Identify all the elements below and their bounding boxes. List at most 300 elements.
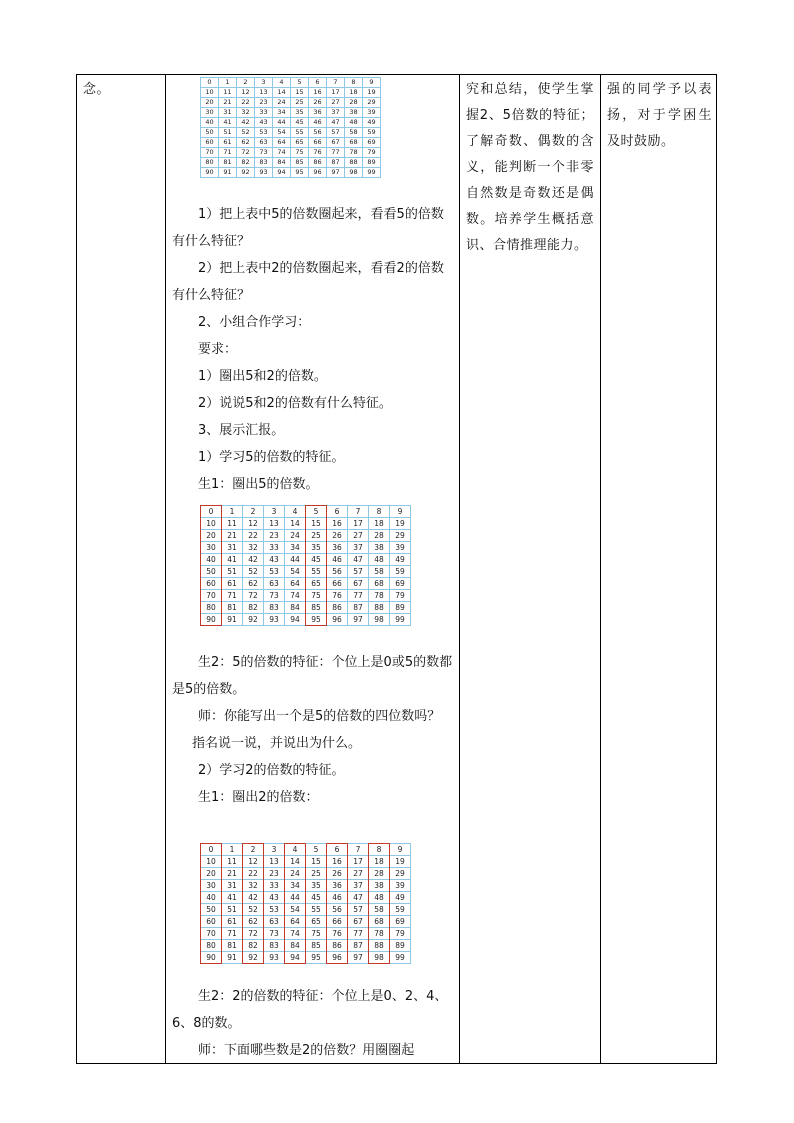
grid-cell: 25: [306, 868, 327, 880]
grid-cell: 26: [327, 868, 348, 880]
grid-row: [201, 578, 411, 590]
grid-cell: 19: [363, 88, 381, 98]
grid-cell: 37: [348, 542, 369, 554]
grid-cell: 47: [348, 554, 369, 566]
grid-cell: 9: [390, 506, 411, 518]
grid-cell: 30: [201, 880, 222, 892]
grid-cell: 91: [219, 168, 237, 178]
grid-row: [201, 856, 411, 868]
paragraph: 3、展示汇报。: [198, 423, 285, 438]
grid-cell: 10: [201, 88, 219, 98]
grid-cell: 82: [243, 940, 264, 952]
grid-cell: 75: [306, 928, 327, 940]
grid-cell: 55: [291, 128, 309, 138]
grid-cell: 4: [285, 506, 306, 518]
grid-cell: 22: [243, 530, 264, 542]
grid-cell: 22: [237, 98, 255, 108]
grid-cell: 71: [222, 928, 243, 940]
grid-cell: 45: [291, 118, 309, 128]
grid-cell: 74: [285, 590, 306, 602]
grid-cell: 84: [285, 940, 306, 952]
grid-cell: 76: [327, 928, 348, 940]
paragraph: 2）学习2的倍数的特征。: [198, 763, 345, 778]
grid-cell: 64: [285, 578, 306, 590]
grid-cell: 54: [273, 128, 291, 138]
grid-row: [201, 168, 381, 178]
grid-row: [201, 590, 411, 602]
grid-cell: 51: [219, 128, 237, 138]
grid-cell: 17: [348, 856, 369, 868]
grid-cell: 12: [243, 856, 264, 868]
grid-cell: 49: [363, 118, 381, 128]
grid-cell: 45: [306, 554, 327, 566]
grid-cell: 98: [369, 614, 390, 626]
grid-cell: 84: [273, 158, 291, 168]
grid-cell: 33: [264, 880, 285, 892]
grid-cell: 5: [306, 506, 327, 518]
grid-row: [201, 530, 411, 542]
grid-cell: 42: [243, 554, 264, 566]
grid-cell: 4: [273, 78, 291, 88]
grid-cell: 20: [201, 530, 222, 542]
grid-cell: 6: [327, 844, 348, 856]
grid-row: [201, 868, 411, 880]
grid-row: [201, 614, 411, 626]
grid-cell: 79: [390, 928, 411, 940]
grid-cell: 16: [327, 856, 348, 868]
grid-cell: 36: [327, 880, 348, 892]
grid-cell: 40: [201, 892, 222, 904]
grid-cell: 17: [348, 518, 369, 530]
grid-cell: 52: [243, 904, 264, 916]
grid-cell: 51: [222, 904, 243, 916]
grid-row: [201, 844, 411, 856]
grid-cell: 78: [345, 148, 363, 158]
grid-cell: 98: [345, 168, 363, 178]
grid-cell: 61: [219, 138, 237, 148]
grid-cell: 92: [243, 614, 264, 626]
grid-cell: 77: [327, 148, 345, 158]
grid-cell: 87: [327, 158, 345, 168]
grid-cell: 82: [243, 602, 264, 614]
paragraph: 2）说说5和2的倍数有什么特征。: [198, 396, 392, 411]
grid-cell: 91: [222, 614, 243, 626]
grid-cell: 56: [327, 566, 348, 578]
paragraph: 1）把上表中5的倍数圈起来，看看5的倍数有什么特征？: [172, 207, 444, 249]
grid-cell: 37: [348, 880, 369, 892]
grid-cell: 86: [309, 158, 327, 168]
grid-cell: 69: [390, 578, 411, 590]
grid-cell: 71: [222, 590, 243, 602]
grid-cell: 47: [327, 118, 345, 128]
grid-cell: 2: [237, 78, 255, 88]
hundred-grid-1: [200, 77, 381, 178]
column-d-text: 强的同学予以表扬，对于学困生及时鼓励。: [607, 82, 712, 149]
grid-cell: 66: [309, 138, 327, 148]
grid-row: [201, 928, 411, 940]
grid-cell: 46: [309, 118, 327, 128]
grid-cell: 59: [390, 904, 411, 916]
grid-row: [201, 78, 381, 88]
grid-cell: 14: [285, 856, 306, 868]
grid-cell: 88: [369, 602, 390, 614]
grid-cell: 63: [264, 578, 285, 590]
grid-cell: 61: [222, 578, 243, 590]
grid-cell: 10: [201, 856, 222, 868]
grid-cell: 88: [369, 940, 390, 952]
grid-cell: 64: [285, 916, 306, 928]
grid-cell: 6: [327, 506, 348, 518]
hundred-grid-multiples-of-5: [200, 505, 411, 626]
grid-cell: 50: [201, 566, 222, 578]
grid-cell: 50: [201, 904, 222, 916]
grid-cell: 60: [201, 916, 222, 928]
grid-cell: 72: [243, 928, 264, 940]
grid-row: [201, 952, 411, 964]
grid-cell: 77: [348, 590, 369, 602]
grid-cell: 36: [309, 108, 327, 118]
grid-cell: 75: [306, 590, 327, 602]
grid-row: [201, 108, 381, 118]
grid-cell: 38: [369, 880, 390, 892]
grid-cell: 13: [264, 856, 285, 868]
grid-cell: 34: [273, 108, 291, 118]
grid-cell: 28: [369, 530, 390, 542]
grid-cell: 62: [237, 138, 255, 148]
grid-cell: 11: [222, 518, 243, 530]
grid-row: [201, 554, 411, 566]
grid-cell: 70: [201, 590, 222, 602]
grid-row: [201, 148, 381, 158]
grid-cell: 23: [264, 530, 285, 542]
grid-cell: 38: [345, 108, 363, 118]
grid-cell: 15: [306, 856, 327, 868]
grid-cell: 28: [369, 868, 390, 880]
grid-cell: 29: [390, 530, 411, 542]
grid-cell: 65: [306, 578, 327, 590]
grid-row: [201, 138, 381, 148]
grid-cell: 73: [255, 148, 273, 158]
grid-cell: 35: [306, 880, 327, 892]
grid-cell: 39: [390, 542, 411, 554]
grid-cell: 31: [222, 542, 243, 554]
grid-cell: 36: [327, 542, 348, 554]
grid-cell: 97: [327, 168, 345, 178]
grid-cell: 58: [369, 904, 390, 916]
grid-cell: 89: [390, 602, 411, 614]
grid-cell: 18: [345, 88, 363, 98]
grid-cell: 14: [273, 88, 291, 98]
grid-cell: 20: [201, 868, 222, 880]
grid-cell: 46: [327, 892, 348, 904]
grid-cell: 34: [285, 542, 306, 554]
grid-cell: 15: [291, 88, 309, 98]
grid-cell: 48: [369, 554, 390, 566]
grid-cell: 3: [264, 506, 285, 518]
grid-cell: 24: [285, 530, 306, 542]
grid-cell: 48: [369, 892, 390, 904]
grid-cell: 53: [255, 128, 273, 138]
grid-cell: 3: [264, 844, 285, 856]
grid-cell: 96: [327, 952, 348, 964]
grid-cell: 41: [222, 554, 243, 566]
grid-cell: 75: [291, 148, 309, 158]
paragraph: 生1：圈出2的倍数：: [198, 790, 319, 805]
grid-cell: 29: [363, 98, 381, 108]
grid-cell: 70: [201, 928, 222, 940]
grid-cell: 26: [309, 98, 327, 108]
grid-cell: 26: [327, 530, 348, 542]
grid-cell: 63: [264, 916, 285, 928]
grid-cell: 73: [264, 928, 285, 940]
grid-cell: 81: [222, 940, 243, 952]
grid-cell: 54: [285, 904, 306, 916]
grid-cell: 55: [306, 566, 327, 578]
grid-cell: 57: [348, 566, 369, 578]
grid-cell: 94: [273, 168, 291, 178]
grid-cell: 19: [390, 518, 411, 530]
grid-cell: 68: [369, 916, 390, 928]
grid-cell: 93: [255, 168, 273, 178]
grid-cell: 52: [237, 128, 255, 138]
grid-cell: 27: [348, 530, 369, 542]
grid-cell: 35: [291, 108, 309, 118]
column-a-text: 念。: [83, 82, 111, 97]
grid-cell: 7: [327, 78, 345, 88]
grid-cell: 1: [222, 844, 243, 856]
grid-cell: 42: [243, 892, 264, 904]
grid-cell: 66: [327, 916, 348, 928]
grid-cell: 39: [363, 108, 381, 118]
grid-cell: 16: [327, 518, 348, 530]
grid-cell: 57: [327, 128, 345, 138]
grid-cell: 40: [201, 554, 222, 566]
grid-cell: 21: [222, 530, 243, 542]
paragraph: 师：下面哪些数是2的倍数？用圈圈起: [198, 1043, 415, 1058]
grid-cell: 89: [363, 158, 381, 168]
paragraph: 要求：: [198, 342, 238, 357]
grid-cell: 32: [243, 880, 264, 892]
grid-cell: 90: [201, 168, 219, 178]
grid-cell: 42: [237, 118, 255, 128]
paragraph: 1）圈出5和2的倍数。: [198, 369, 327, 384]
grid-cell: 86: [327, 602, 348, 614]
grid-cell: 67: [327, 138, 345, 148]
grid-cell: 67: [348, 916, 369, 928]
grid-row: [201, 880, 411, 892]
grid-cell: 31: [219, 108, 237, 118]
grid-row: [201, 940, 411, 952]
grid-cell: 97: [348, 614, 369, 626]
grid-cell: 2: [243, 506, 264, 518]
grid-cell: 62: [243, 916, 264, 928]
number-grid-table: [200, 505, 411, 626]
grid-cell: 65: [291, 138, 309, 148]
grid-cell: 99: [390, 952, 411, 964]
grid-cell: 81: [219, 158, 237, 168]
grid-cell: 29: [390, 868, 411, 880]
paragraph: 指名说一说，并说出为什么。: [192, 736, 362, 751]
grid-cell: 84: [285, 602, 306, 614]
column-c: [460, 75, 601, 1063]
grid-cell: 37: [327, 108, 345, 118]
grid-cell: 76: [309, 148, 327, 158]
column-d: [601, 75, 718, 1063]
grid-cell: 82: [237, 158, 255, 168]
grid-cell: 21: [219, 98, 237, 108]
grid-cell: 32: [237, 108, 255, 118]
grid-cell: 5: [306, 844, 327, 856]
grid-cell: 70: [201, 148, 219, 158]
grid-cell: 8: [369, 506, 390, 518]
grid-cell: 41: [219, 118, 237, 128]
grid-cell: 53: [264, 566, 285, 578]
grid-cell: 48: [345, 118, 363, 128]
grid-cell: 80: [201, 940, 222, 952]
grid-cell: 49: [390, 892, 411, 904]
grid-cell: 60: [201, 138, 219, 148]
grid-cell: 49: [390, 554, 411, 566]
grid-cell: 30: [201, 108, 219, 118]
grid-cell: 43: [264, 554, 285, 566]
grid-cell: 9: [363, 78, 381, 88]
grid-cell: 47: [348, 892, 369, 904]
grid-cell: 95: [291, 168, 309, 178]
grid-cell: 97: [348, 952, 369, 964]
grid-cell: 99: [363, 168, 381, 178]
grid-cell: 10: [201, 518, 222, 530]
grid-cell: 25: [291, 98, 309, 108]
grid-cell: 78: [369, 590, 390, 602]
grid-cell: 93: [264, 952, 285, 964]
grid-cell: 95: [306, 952, 327, 964]
grid-cell: 98: [369, 952, 390, 964]
grid-cell: 5: [291, 78, 309, 88]
grid-cell: 56: [327, 904, 348, 916]
grid-cell: 1: [219, 78, 237, 88]
grid-cell: 71: [219, 148, 237, 158]
grid-cell: 22: [243, 868, 264, 880]
grid-cell: 43: [255, 118, 273, 128]
grid-cell: 68: [345, 138, 363, 148]
grid-cell: 80: [201, 158, 219, 168]
grid-cell: 12: [243, 518, 264, 530]
grid-row: [201, 542, 411, 554]
grid-cell: 90: [201, 952, 222, 964]
grid-cell: 13: [255, 88, 273, 98]
grid-cell: 41: [222, 892, 243, 904]
grid-cell: 89: [390, 940, 411, 952]
paragraph: 2、小组合作学习：: [198, 315, 311, 330]
grid-cell: 74: [285, 928, 306, 940]
grid-cell: 44: [285, 554, 306, 566]
number-grid-table: [200, 843, 411, 964]
grid-cell: 8: [369, 844, 390, 856]
grid-cell: 96: [309, 168, 327, 178]
grid-cell: 76: [327, 590, 348, 602]
grid-cell: 53: [264, 904, 285, 916]
grid-cell: 6: [309, 78, 327, 88]
grid-cell: 54: [285, 566, 306, 578]
grid-cell: 64: [273, 138, 291, 148]
grid-cell: 63: [255, 138, 273, 148]
grid-cell: 1: [222, 506, 243, 518]
grid-cell: 7: [348, 844, 369, 856]
grid-cell: 83: [255, 158, 273, 168]
grid-cell: 2: [243, 844, 264, 856]
grid-cell: 68: [369, 578, 390, 590]
grid-cell: 86: [327, 940, 348, 952]
grid-cell: 61: [222, 916, 243, 928]
grid-cell: 44: [273, 118, 291, 128]
paragraph: 生1：圈出5的倍数。: [198, 477, 319, 492]
grid-cell: 33: [264, 542, 285, 554]
grid-cell: 94: [285, 614, 306, 626]
grid-cell: 18: [369, 518, 390, 530]
grid-cell: 69: [390, 916, 411, 928]
grid-cell: 14: [285, 518, 306, 530]
grid-cell: 87: [348, 602, 369, 614]
grid-cell: 24: [285, 868, 306, 880]
hundred-grid-multiples-of-2: [200, 843, 411, 964]
grid-cell: 78: [369, 928, 390, 940]
grid-cell: 92: [237, 168, 255, 178]
grid-cell: 72: [237, 148, 255, 158]
grid-cell: 17: [327, 88, 345, 98]
grid-cell: 11: [219, 88, 237, 98]
grid-cell: 0: [201, 78, 219, 88]
grid-cell: 27: [327, 98, 345, 108]
grid-cell: 83: [264, 940, 285, 952]
grid-cell: 59: [390, 566, 411, 578]
grid-row: [201, 518, 411, 530]
grid-cell: 80: [201, 602, 222, 614]
grid-cell: 46: [327, 554, 348, 566]
grid-cell: 96: [327, 614, 348, 626]
grid-cell: 77: [348, 928, 369, 940]
grid-cell: 35: [306, 542, 327, 554]
grid-cell: 94: [285, 952, 306, 964]
grid-cell: 69: [363, 138, 381, 148]
grid-cell: 74: [273, 148, 291, 158]
grid-cell: 7: [348, 506, 369, 518]
grid-cell: 85: [306, 602, 327, 614]
grid-cell: 9: [390, 844, 411, 856]
grid-row: [201, 98, 381, 108]
grid-row: [201, 506, 411, 518]
grid-cell: 34: [285, 880, 306, 892]
grid-cell: 85: [306, 940, 327, 952]
grid-cell: 56: [309, 128, 327, 138]
grid-cell: 52: [243, 566, 264, 578]
grid-cell: 79: [390, 590, 411, 602]
grid-cell: 62: [243, 578, 264, 590]
grid-cell: 33: [255, 108, 273, 118]
grid-cell: 57: [348, 904, 369, 916]
grid-cell: 16: [309, 88, 327, 98]
grid-cell: 0: [201, 506, 222, 518]
grid-cell: 81: [222, 602, 243, 614]
grid-row: [201, 88, 381, 98]
grid-cell: 92: [243, 952, 264, 964]
paragraph: 生2：2的倍数的特征：个位上是0、2、4、6、8的数。: [172, 989, 448, 1031]
grid-cell: 83: [264, 602, 285, 614]
grid-cell: 12: [237, 88, 255, 98]
grid-cell: 79: [363, 148, 381, 158]
grid-cell: 95: [306, 614, 327, 626]
grid-cell: 73: [264, 590, 285, 602]
grid-cell: 19: [390, 856, 411, 868]
